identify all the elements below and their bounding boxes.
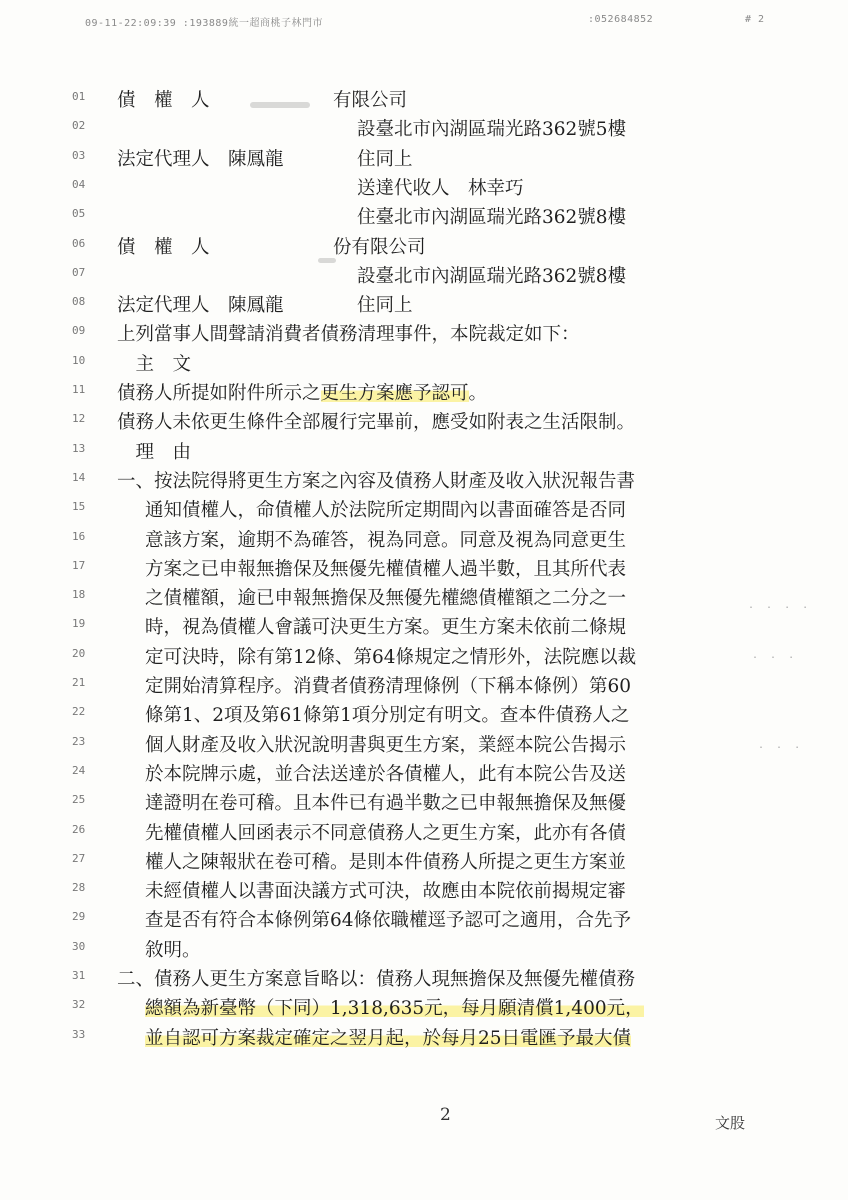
line-text: 一、按法院得將更生方案之內容及債務人財產及收入狀況報告書: [117, 470, 636, 492]
redaction-mark: [318, 258, 336, 263]
line-text: 設臺北市內湖區瑞光路362號5樓: [357, 119, 627, 141]
line-text: 二、債務人更生方案意旨略以：債務人現無擔保及無優先權債務: [117, 969, 636, 990]
line-number: 13: [72, 441, 86, 455]
line-text: 主 文: [117, 353, 192, 375]
line-text: 定可決時，除有第12條、第64條規定之情形外，法院應以裁: [145, 646, 637, 668]
line-text: 住臺北市內湖區瑞光路362號8樓: [357, 207, 627, 229]
document-line: [0, 731, 848, 761]
document-line: [0, 1024, 848, 1054]
line-number: 20: [72, 646, 86, 660]
line-text: 住同上: [357, 295, 413, 317]
line-number: 26: [72, 822, 86, 836]
document-line: [0, 936, 848, 966]
line-number: 23: [72, 734, 86, 748]
document-line: [0, 86, 848, 116]
line-number: 22: [72, 705, 86, 719]
document-line: [0, 906, 848, 936]
line-text: 權人之陳報狀在卷可稽。是則本件債務人所提之更生方案並: [145, 851, 627, 873]
line-text: 通知債權人，命債權人於法院所定期間內以書面確答是否同: [145, 500, 627, 522]
document-line: [0, 145, 848, 175]
line-text: [117, 379, 487, 409]
line-number: 06: [72, 236, 86, 250]
line-text: 債 權 人: [117, 90, 210, 111]
line-number: 18: [72, 588, 86, 602]
line-number: 04: [72, 177, 86, 191]
document-line: [0, 994, 848, 1024]
line-number: 17: [72, 558, 86, 572]
document-line: [0, 203, 848, 233]
line-text: 敘明。: [145, 939, 201, 961]
line-number: 02: [72, 119, 86, 133]
line-number: 30: [72, 939, 86, 953]
highlighted-text: 總額為新臺幣（下同）1,318,635元，每月願清償1,400元，: [145, 998, 644, 1020]
document-line: [0, 584, 848, 614]
line-text-part: 。: [468, 383, 488, 404]
document-line: [0, 613, 848, 643]
line-number: 12: [72, 412, 86, 426]
document-line: [0, 320, 848, 350]
page-number: 2: [440, 1105, 451, 1125]
scan-speckle: . . . .: [748, 600, 812, 611]
line-number: 14: [72, 470, 86, 484]
line-text: 份有限公司: [333, 236, 426, 258]
document-line: [0, 701, 848, 731]
line-text: 先權債權人回函表示不同意債務人之更生方案，此亦有各債: [145, 822, 627, 844]
scan-speckle: . . .: [758, 740, 804, 751]
line-text: 有限公司: [333, 90, 408, 111]
document-line: [0, 496, 848, 526]
line-text: 於本院牌示處，並合法送達於各債權人，此有本院公告及送: [145, 763, 627, 785]
line-number: 07: [72, 265, 86, 279]
line-number: 29: [72, 910, 86, 924]
line-number: 01: [72, 90, 86, 103]
line-text: 債務人未依更生條件全部履行完畢前，應受如附表之生活限制。: [117, 412, 636, 434]
line-text: 未經債權人以書面決議方式可決，故應由本院依前揭規定審: [145, 881, 627, 903]
highlighted-text: 並自認可方案裁定確定之翌月起，於每月25日電匯予最大債: [145, 1027, 632, 1049]
line-text: 之債權額，逾已申報無擔保及無優先權總債權額之二分之一: [145, 588, 627, 610]
document-line: [0, 965, 848, 995]
line-number: 28: [72, 881, 86, 895]
line-text: 條第1、2項及第61條第1項分別定有明文。查本件債務人之: [145, 705, 630, 727]
document-line: [0, 526, 848, 556]
line-text: [145, 994, 644, 1024]
line-number: 10: [72, 353, 86, 367]
document-line: [0, 174, 848, 204]
document-line: [0, 877, 848, 907]
line-number: 08: [72, 295, 86, 309]
document-line: [0, 672, 848, 702]
line-text: 法定代理人 陳鳳龍: [117, 295, 284, 317]
line-number: 15: [72, 500, 86, 514]
line-number: 11: [72, 383, 86, 396]
document-line: [0, 350, 848, 380]
document-line: [0, 291, 848, 321]
line-text: 法定代理人 陳鳳龍: [117, 148, 284, 170]
line-number: 33: [72, 1027, 86, 1041]
line-text: 理 由: [117, 441, 192, 463]
document-line: [0, 115, 848, 145]
line-text: 住同上: [357, 148, 413, 170]
document-line: [0, 819, 848, 849]
document-line: [0, 262, 848, 292]
fax-header-number: :052684852: [588, 14, 654, 25]
document-line: [0, 438, 848, 468]
redaction-mark: [250, 102, 310, 108]
line-text: 時，視為債權人會議可決更生方案。更生方案未依前二條規: [145, 617, 627, 639]
line-text: 查是否有符合本條例第64條依職權逕予認可之適用，合先予: [145, 910, 632, 932]
line-text: 設臺北市內湖區瑞光路362號8樓: [357, 265, 627, 287]
line-number: 03: [72, 148, 86, 162]
line-text: 上列當事人間聲請消費者債務清理事件，本院裁定如下：: [117, 324, 580, 346]
line-text: 債 權 人: [117, 236, 210, 258]
document-line: [0, 643, 848, 673]
scan-speckle: . . .: [752, 650, 798, 661]
line-text: [145, 1024, 631, 1054]
document-line: [0, 379, 848, 409]
document-line: [0, 555, 848, 585]
line-number: 27: [72, 851, 86, 865]
document-line: [0, 848, 848, 878]
line-number: 31: [72, 969, 86, 982]
line-number: 24: [72, 763, 86, 777]
line-number: 21: [72, 676, 86, 689]
line-number: 05: [72, 207, 86, 221]
line-number: 32: [72, 998, 86, 1012]
document-line: [0, 789, 848, 819]
line-text: 個人財產及收入狀況說明書與更生方案，業經本院公告揭示: [145, 734, 627, 756]
document-line: [0, 467, 848, 497]
line-text: 方案之已申報無擔保及無優先權債權人過半數，且其所代表: [145, 558, 627, 580]
line-number: 19: [72, 617, 86, 631]
line-number: 16: [72, 529, 86, 543]
highlighted-text: 更生方案應予認可: [320, 383, 469, 404]
document-line: [0, 408, 848, 438]
line-number: 25: [72, 793, 86, 807]
line-text: 定開始清算程序。消費者債務清理條例（下稱本條例）第60: [145, 676, 632, 697]
line-text: 送達代收人 林幸巧: [357, 177, 524, 199]
document-line: [0, 233, 848, 263]
document-line: [0, 760, 848, 790]
line-text-part: 債務人所提如附件所示之: [117, 383, 321, 404]
footer-label: 文股: [715, 1114, 746, 1132]
fax-header-page: # 2: [745, 14, 765, 25]
line-text: 達證明在卷可稽。且本件已有過半數之已申報無擔保及無優: [145, 793, 627, 815]
line-number: 09: [72, 324, 86, 338]
line-text: 意該方案，逾期不為確答，視為同意。同意及視為同意更生: [145, 529, 627, 551]
fax-header-left: 09-11-22:09:39 :193889統一超商桃子林門市: [85, 18, 323, 29]
